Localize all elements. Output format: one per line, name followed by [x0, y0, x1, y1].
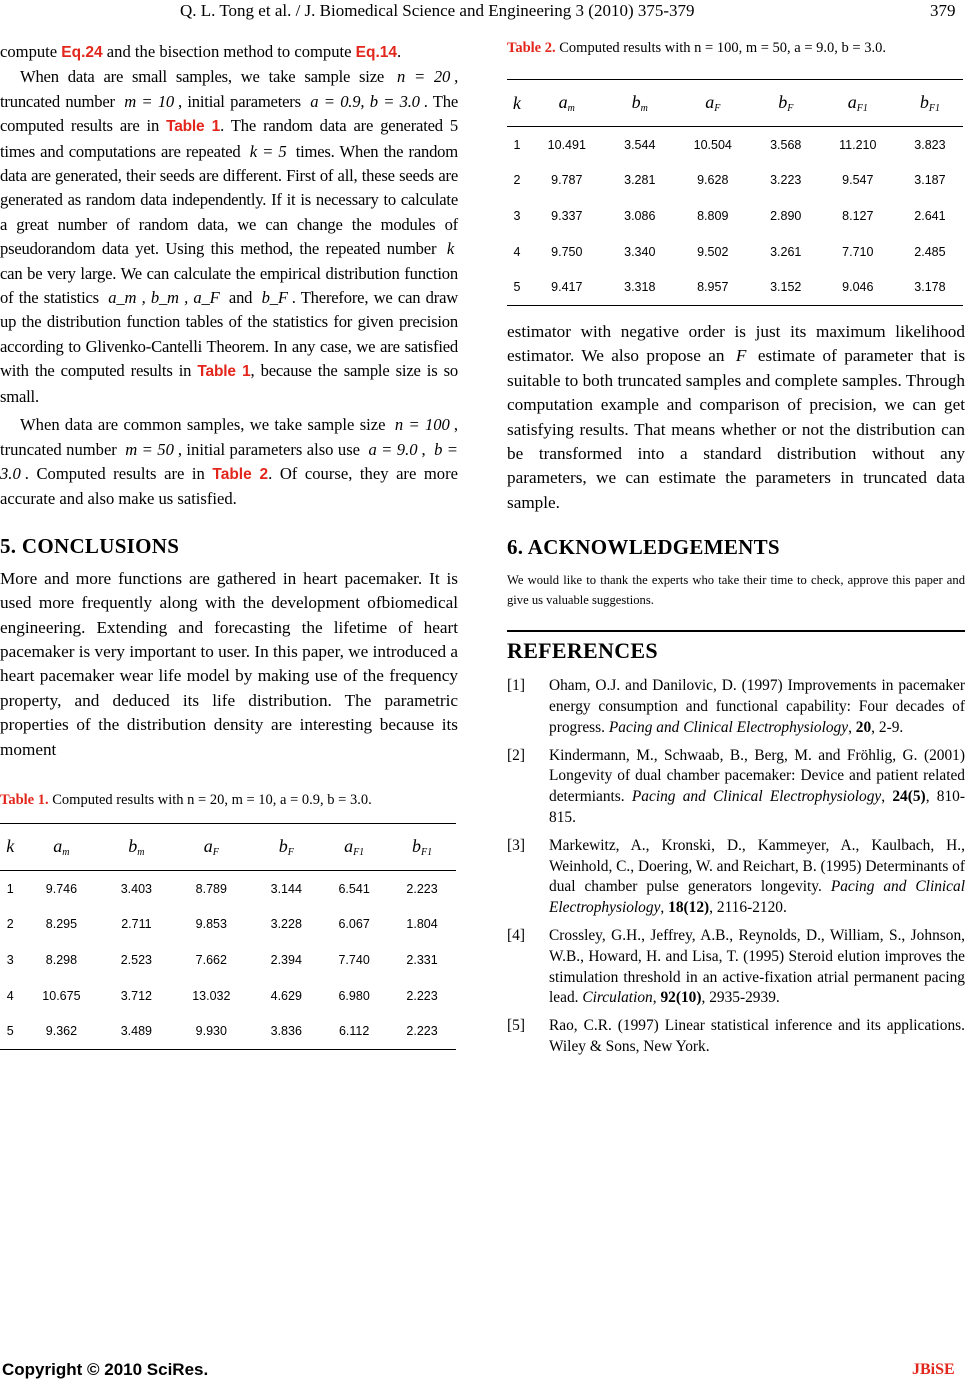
- table1-link-2[interactable]: Table 1: [197, 363, 251, 381]
- table1-col-header: $b_m$: [102, 824, 170, 871]
- section-heading-acknowledgements: 6. ACKNOWLEDGEMENTS: [507, 535, 780, 560]
- table-cell: 2.394: [270, 952, 302, 967]
- table-cell: 4: [6, 988, 14, 1003]
- math-k: k: [446, 239, 455, 259]
- table-cell: 3.712: [120, 988, 152, 1003]
- table-cell: 10.675: [42, 988, 81, 1003]
- table2-header-row: [507, 80, 963, 127]
- table-row: [507, 127, 963, 163]
- math-a9: a = 9.0: [368, 439, 418, 459]
- table-cell: 3.823: [914, 137, 946, 152]
- table2-col-header: $b_{F1}$: [897, 80, 963, 127]
- table-cell: 2: [6, 917, 14, 932]
- table-cell: 6.112: [338, 1024, 370, 1039]
- table-cell: 3.281: [624, 173, 656, 188]
- references-rule: [507, 630, 965, 632]
- table-cell: 2.890: [770, 208, 802, 223]
- table-row: [507, 234, 963, 270]
- table2-col-header: $a_{F1}$: [819, 80, 897, 127]
- reference-list: [507, 676, 965, 1058]
- table-cell: 9.502: [697, 244, 729, 259]
- table-cell: 2.711: [121, 917, 152, 932]
- table-cell: 2.223: [406, 1024, 438, 1039]
- table-cell: 10.491: [547, 137, 586, 152]
- table-cell: 3.261: [770, 244, 802, 259]
- table-cell: 8.957: [697, 280, 729, 295]
- table-cell: 8.809: [697, 208, 729, 223]
- math-m10: m = 10: [124, 91, 175, 111]
- reference-number: [3]: [507, 836, 525, 854]
- reference-item: [507, 836, 965, 919]
- table1-col-header: $a_{F1}$: [320, 824, 388, 871]
- table2: [507, 79, 963, 306]
- table-cell: 1: [6, 881, 14, 896]
- table-cell: 9.417: [551, 280, 583, 295]
- table-cell: 2.523: [120, 952, 152, 967]
- table-cell: 3.544: [624, 137, 656, 152]
- reference-item: [507, 1016, 965, 1058]
- table-cell: 9.337: [551, 208, 583, 223]
- table-cell: 3.403: [120, 881, 152, 896]
- reference-text: Crossley, G.H., Jeffrey, A.B., Reynolds, D., William, S., Johnson, W.B., Howard, H. and Lisa, T. (1995) Steroid elution improves the stimulation threshold in an active-fixation atrial permanent pacing lead. Circulation, 92(10), 2935-2939.: [549, 926, 965, 1007]
- table-cell: 3.178: [914, 280, 946, 295]
- math-m50: m = 50: [125, 439, 174, 459]
- reference-number: [4]: [507, 926, 525, 944]
- table-cell: 8.295: [45, 917, 78, 932]
- math-k5: k = 5: [249, 141, 287, 161]
- table-cell: 9.787: [551, 173, 583, 188]
- table1: [0, 823, 456, 1050]
- paragraph-conclusions: More and more functions are gathered in heart pacemaker. It is used more frequently along with the development ofbiomedical engineering. Extending and forecasting the lifetime of heart pacemaker is very important to user. In this paper, we introduced a heart pacemaker wear life model by making use of the frequency property, and deduced its life distribution. The parametric properties of the distribution density are interesting because its moment: [0, 568, 458, 759]
- table-cell: 3.318: [624, 280, 656, 295]
- table2-col-header: k: [507, 80, 527, 127]
- table-cell: 9.750: [551, 244, 583, 259]
- table-cell: 9.046: [842, 280, 874, 295]
- table-cell: 3.228: [270, 917, 302, 932]
- math-b3: b = 3.0: [0, 439, 458, 483]
- table-cell: 9.628: [697, 173, 729, 188]
- math-ab: a = 0.9, b = 3.0: [310, 91, 420, 111]
- table-cell: 5: [6, 1024, 14, 1039]
- table1-col-header: $a_m$: [20, 824, 102, 871]
- table-cell: 9.930: [195, 1024, 227, 1039]
- table-row: [0, 870, 456, 906]
- table-cell: 11.210: [839, 137, 877, 152]
- table2-col-header: $b_F$: [753, 80, 819, 127]
- table1-col-header: $b_{F1}$: [388, 824, 456, 871]
- table-cell: 2.223: [406, 881, 438, 896]
- table-row: [507, 198, 963, 234]
- math-n100: n = 100: [394, 415, 450, 435]
- table-cell: 3.836: [270, 1024, 302, 1039]
- left-column: [0, 40, 458, 1050]
- table-cell: 2.641: [914, 208, 946, 223]
- eq24-link[interactable]: Eq.24: [61, 44, 103, 61]
- table-cell: 8.298: [45, 952, 78, 967]
- reference-number: [1]: [507, 677, 525, 695]
- paragraph-common-samples: When data are common samples, we take sample size n = 100 , truncated number m = 50 , initial parameters also use a = 9.0 , b = 3.0 . Computed results are in Table 2. Of course, they are more accurate and also make us satisfied.: [0, 415, 458, 509]
- table2-col-header: $a_F$: [673, 80, 753, 127]
- table1-col-header: $b_F$: [252, 824, 320, 871]
- table-cell: 3.223: [770, 173, 802, 188]
- table-cell: 6.067: [338, 917, 370, 932]
- table2-link[interactable]: Table 2: [212, 465, 269, 483]
- table-cell: 3.152: [770, 280, 802, 295]
- table-cell: 9.746: [45, 881, 78, 896]
- table-row: [507, 269, 963, 305]
- table-row: [507, 163, 963, 199]
- table-cell: 6.541: [338, 881, 370, 896]
- table-cell: 2.223: [406, 988, 438, 1003]
- section-heading-conclusions: 5. CONCLUSIONS: [0, 533, 180, 558]
- table-cell: 7.662: [195, 952, 227, 967]
- table-cell: 7.710: [842, 244, 874, 259]
- table-cell: 1: [513, 137, 521, 152]
- table-cell: 3.489: [120, 1024, 152, 1039]
- reference-text: Markewitz, A., Kronski, D., Kammeyer, A., Kaulbach, H., Weinhold, C., Doering, W. and Reichart, B. (1995) Determinants of dual chamber pulse generators longevity. Pacing and Clinical Electrophysiology, 18(12), 2116-2120.: [549, 836, 965, 917]
- table2-col-header: $a_m$: [527, 80, 607, 127]
- table1-caption: Table 1. Computed results with n = 20, m = 10, a = 0.9, b = 3.0.: [0, 791, 372, 808]
- table1-link[interactable]: Table 1: [166, 118, 221, 136]
- table-cell: 5: [513, 280, 521, 295]
- eq14-link[interactable]: Eq.14: [355, 44, 398, 61]
- table-cell: 3.144: [270, 881, 302, 896]
- table-cell: 4: [513, 244, 521, 259]
- table1-label: Table 1.: [0, 791, 49, 808]
- table-cell: 6.980: [338, 988, 370, 1003]
- table-cell: 3.340: [624, 244, 656, 259]
- page-number: 379: [930, 1, 956, 20]
- reference-item: [507, 676, 965, 738]
- table1-col-header: $a_F$: [170, 824, 252, 871]
- table-cell: 9.547: [842, 173, 874, 188]
- math-F: F: [735, 346, 747, 366]
- running-title: Q. L. Tong et al. / J. Biomedical Science and Engineering 3 (2010) 375-379: [180, 1, 695, 20]
- table-cell: 7.740: [338, 952, 370, 967]
- section-heading-references: REFERENCES: [507, 638, 658, 664]
- table2-label: Table 2.: [507, 40, 556, 56]
- table-cell: 9.853: [195, 917, 227, 932]
- copyright-notice: Copyright © 2010 SciRes.: [2, 1360, 209, 1379]
- math-bF: b_F: [261, 288, 288, 308]
- table-cell: 8.789: [195, 881, 227, 896]
- reference-item: [507, 746, 965, 829]
- table1-header-row: [0, 824, 456, 871]
- table-cell: 10.504: [693, 137, 732, 152]
- reference-text: Kindermann, M., Schwaab, B., Berg, M. and Fröhlig, G. (2001) Longevity of dual chamber pacemaker: Device and patient related determiants. Pacing and Clinical Electrophysiology, 24(5), 810-815.: [549, 746, 965, 826]
- paragraph-compute: compute Eq.24 and the bisection method to compute Eq.14.: [0, 42, 402, 61]
- math-n20: n = 20: [396, 67, 451, 87]
- table-cell: 3.086: [624, 208, 656, 223]
- table-row: [0, 1013, 456, 1049]
- paragraph-estimator: estimator with negative order is just its maximum likelihood estimator. We also propose an F estimate of parameter that is suitable to both truncated samples and complete samples. Through computation example and comparison of precision, we can get satisfying results. That means whether or not the distribution can be transformed into a standard distribution without any parameters, we can estimate the parameters in truncated data sample.: [507, 321, 966, 512]
- journal-brand: JBiSE: [912, 1361, 955, 1378]
- table-cell: 3.187: [914, 173, 946, 188]
- table-cell: 3: [6, 952, 14, 967]
- table-cell: 1.804: [406, 917, 438, 932]
- paragraph-small-samples: When data are small samples, we take sample size n = 20 , truncated number m = 10 , initial parameters a = 0.9, b = 3.0 . The computed results are in Table 1. The random data are generated 5 times and computations are repeated k = 5 times. When the random data are generated, their seeds are different. First of all, these seeds are generated as random data independently. If it is necessary to calculate a great number of random data, we can change the modules of pseudorandom data yet. Using this method, the repeated number k can be very large. We can calculate the empirical distribution function of the statistics a_m , b_m , a_F and b_F . Therefore, we can draw up the distribution function tables of the statistics for given precision according to Glivenko-Cantelli Theorem. In any case, we are satisfied with the computed results in Table 1, because the sample size is so small.: [0, 67, 459, 406]
- table-row: [0, 907, 456, 943]
- table1-col-header: k: [0, 824, 20, 871]
- table-cell: 3: [513, 208, 521, 223]
- table2-caption: Table 2. Computed results with n = 100, m = 50, a = 9.0, b = 3.0.: [507, 40, 886, 56]
- table-cell: 9.362: [45, 1024, 78, 1039]
- table-row: [0, 978, 456, 1014]
- math-stats: a_m , b_m , a_F: [108, 288, 220, 308]
- table2-col-header: $b_m$: [607, 80, 673, 127]
- right-column: [507, 40, 965, 1065]
- table-cell: 3.568: [770, 137, 802, 152]
- table-cell: 2: [513, 173, 521, 188]
- running-header: [0, 0, 970, 22]
- table-cell: 13.032: [192, 988, 231, 1003]
- table-cell: 2.331: [406, 952, 438, 967]
- reference-number: [5]: [507, 1017, 525, 1035]
- acknowledgements-text: We would like to thank the experts who take their time to check, approve this paper and give us valuable suggestions.: [507, 573, 965, 608]
- reference-number: [2]: [507, 746, 525, 764]
- reference-text: Oham, O.J. and Danilovic, D. (1997) Improvements in pacemaker energy consumption and functional capability: Four decades of progress. Pacing and Clinical Electrophysiology, 20, 2-9.: [549, 677, 965, 736]
- reference-text: Rao, C.R. (1997) Linear statistical inference and its applications. Wiley & Sons, New York.: [549, 1017, 965, 1055]
- table-cell: 8.127: [842, 208, 874, 223]
- page-footer: [0, 1360, 970, 1382]
- table-row: [0, 942, 456, 978]
- reference-item: [507, 926, 965, 1009]
- table-cell: 2.485: [914, 244, 946, 259]
- table-cell: 4.629: [270, 988, 302, 1003]
